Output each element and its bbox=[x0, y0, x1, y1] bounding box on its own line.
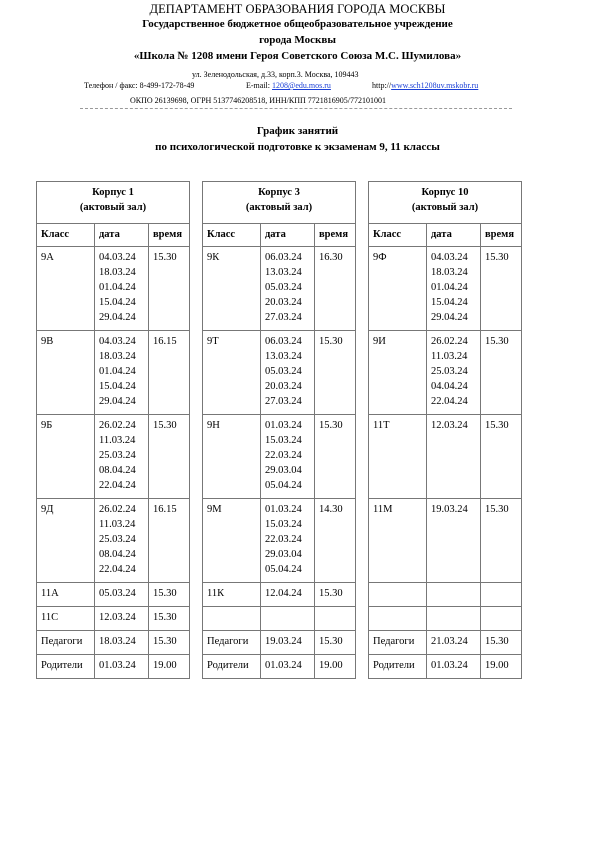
time-cell: 15.30 bbox=[315, 331, 356, 415]
class-cell: 9В bbox=[37, 331, 95, 415]
column-header-class: Класс bbox=[369, 224, 427, 247]
time-cell: 14.30 bbox=[315, 499, 356, 583]
schedule-table-1 bbox=[36, 181, 190, 679]
dates-cell bbox=[427, 607, 481, 631]
class-cell: 11М bbox=[369, 499, 427, 583]
class-cell: 9И bbox=[369, 331, 427, 415]
column-header-time: время bbox=[315, 224, 356, 247]
school-name: «Школа № 1208 имени Героя Советского Союза М.С. Шумилова» bbox=[133, 50, 462, 62]
header-divider bbox=[80, 108, 512, 109]
dates-cell: 18.03.24 bbox=[95, 631, 149, 655]
dates-cell: 26.02.24 11.03.24 25.03.24 04.04.24 22.04.24 bbox=[427, 331, 481, 415]
class-cell: Педагоги bbox=[37, 631, 95, 655]
dates-cell: 06.03.24 13.03.24 05.03.24 20.03.24 27.03.24 bbox=[261, 331, 315, 415]
class-cell: Педагоги bbox=[203, 631, 261, 655]
time-cell: 16.15 bbox=[149, 331, 190, 415]
building-name: Корпус 1 bbox=[92, 187, 134, 198]
table-row bbox=[369, 583, 522, 607]
class-cell: 9А bbox=[37, 247, 95, 331]
class-cell: 9Т bbox=[203, 331, 261, 415]
time-cell: 15.30 bbox=[481, 631, 522, 655]
table-row bbox=[203, 499, 356, 583]
website-block bbox=[372, 81, 478, 90]
table-row bbox=[37, 331, 190, 415]
building-caption bbox=[37, 182, 190, 224]
table-row bbox=[369, 631, 522, 655]
time-cell: 19.00 bbox=[149, 655, 190, 679]
building-name: Корпус 10 bbox=[421, 187, 469, 198]
time-cell: 15.30 bbox=[481, 247, 522, 331]
page-subtitle: по психологической подготовке к экзаменам 9, 11 классы bbox=[155, 141, 440, 153]
email-label: E-mail: bbox=[246, 81, 272, 90]
dates-cell: 04.03.24 18.03.24 01.04.24 15.04.24 29.04.24 bbox=[427, 247, 481, 331]
table-row bbox=[203, 583, 356, 607]
dates-cell bbox=[261, 607, 315, 631]
dates-cell: 12.03.24 bbox=[427, 415, 481, 499]
class-cell: 9Н bbox=[203, 415, 261, 499]
hall-name: (актовый зал) bbox=[79, 202, 147, 213]
time-cell: 15.30 bbox=[149, 583, 190, 607]
contacts-line bbox=[84, 81, 479, 90]
time-cell: 15.30 bbox=[481, 415, 522, 499]
table-row bbox=[37, 655, 190, 679]
class-cell bbox=[369, 583, 427, 607]
dates-cell: 26.02.24 11.03.24 25.03.24 08.04.24 22.04.24 bbox=[95, 499, 149, 583]
class-cell: 11Т bbox=[369, 415, 427, 499]
table-row bbox=[369, 655, 522, 679]
time-cell: 15.30 bbox=[149, 247, 190, 331]
time-cell bbox=[481, 583, 522, 607]
time-cell: 15.30 bbox=[315, 631, 356, 655]
table-row bbox=[37, 415, 190, 499]
class-cell: Родители bbox=[37, 655, 95, 679]
column-header-time: время bbox=[149, 224, 190, 247]
class-cell: 9М bbox=[203, 499, 261, 583]
dates-cell: 12.04.24 bbox=[261, 583, 315, 607]
dates-cell: 19.03.24 bbox=[261, 631, 315, 655]
column-header-date: дата bbox=[427, 224, 481, 247]
school-address: ул. Зеленодольская, д.33, корп.3. Москва, 109443 bbox=[192, 70, 359, 79]
schedule-table-3 bbox=[368, 181, 522, 679]
building-caption bbox=[203, 182, 356, 224]
table-row bbox=[37, 607, 190, 631]
class-cell: Родители bbox=[369, 655, 427, 679]
table-row bbox=[37, 247, 190, 331]
time-cell: 16.15 bbox=[149, 499, 190, 583]
org-line-2: города Москвы bbox=[259, 34, 336, 46]
time-cell: 16.30 bbox=[315, 247, 356, 331]
dates-cell bbox=[427, 583, 481, 607]
building-caption bbox=[369, 182, 522, 224]
time-cell: 15.30 bbox=[315, 415, 356, 499]
time-cell bbox=[315, 607, 356, 631]
class-cell: 9Б bbox=[37, 415, 95, 499]
time-cell bbox=[481, 607, 522, 631]
time-cell: 19.00 bbox=[315, 655, 356, 679]
class-cell bbox=[203, 607, 261, 631]
dates-cell: 01.03.24 bbox=[427, 655, 481, 679]
column-header-date: дата bbox=[261, 224, 315, 247]
dates-cell: 19.03.24 bbox=[427, 499, 481, 583]
department-name: ДЕПАРТАМЕНТ ОБРАЗОВАНИЯ ГОРОДА МОСКВЫ bbox=[149, 2, 446, 16]
website-link[interactable]: www.sch1208uv.mskobr.ru bbox=[391, 81, 479, 90]
dates-cell: 05.03.24 bbox=[95, 583, 149, 607]
schedule-table-2 bbox=[202, 181, 356, 679]
dates-cell: 01.03.24 bbox=[95, 655, 149, 679]
page-title: График занятий bbox=[256, 125, 339, 137]
dates-cell: 04.03.24 18.03.24 01.04.24 15.04.24 29.04.24 bbox=[95, 247, 149, 331]
phone-fax: Телефон / факс: 8-499-172-78-49 bbox=[84, 81, 195, 90]
table-row bbox=[369, 415, 522, 499]
table-row bbox=[203, 331, 356, 415]
table-row bbox=[37, 631, 190, 655]
class-cell: 11А bbox=[37, 583, 95, 607]
table-row bbox=[203, 631, 356, 655]
dates-cell: 04.03.24 18.03.24 01.04.24 15.04.24 29.04.24 bbox=[95, 331, 149, 415]
hall-name: (актовый зал) bbox=[411, 202, 479, 213]
table-row bbox=[369, 247, 522, 331]
column-header-class: Класс bbox=[37, 224, 95, 247]
table-row bbox=[203, 607, 356, 631]
table-row bbox=[37, 583, 190, 607]
hall-name: (актовый зал) bbox=[245, 202, 313, 213]
time-cell: 15.30 bbox=[481, 499, 522, 583]
table-row bbox=[203, 247, 356, 331]
building-name: Корпус 3 bbox=[258, 187, 300, 198]
column-header-time: время bbox=[481, 224, 522, 247]
table-row bbox=[203, 415, 356, 499]
class-cell: 11С bbox=[37, 607, 95, 631]
org-line-1: Государственное бюджетное общеобразовательное учреждение bbox=[142, 18, 453, 30]
class-cell: Родители bbox=[203, 655, 261, 679]
dates-cell: 06.03.24 13.03.24 05.03.24 20.03.24 27.03.24 bbox=[261, 247, 315, 331]
dates-cell: 01.03.24 bbox=[261, 655, 315, 679]
table-row bbox=[203, 655, 356, 679]
dates-cell: 21.03.24 bbox=[427, 631, 481, 655]
time-cell: 15.30 bbox=[149, 607, 190, 631]
class-cell: 9Д bbox=[37, 499, 95, 583]
dates-cell: 26.02.24 11.03.24 25.03.24 08.04.24 22.04.24 bbox=[95, 415, 149, 499]
dates-cell: 01.03.24 15.03.24 22.03.24 29.03.04 05.04.24 bbox=[261, 415, 315, 499]
registration-codes: ОКПО 26139698, ОГРН 5137746208518, ИНН/КПП 7721816905/772101001 bbox=[130, 96, 386, 105]
column-header-date: дата bbox=[95, 224, 149, 247]
table-row bbox=[369, 607, 522, 631]
class-cell: 11К bbox=[203, 583, 261, 607]
email-block bbox=[246, 81, 331, 90]
email-link[interactable]: 1208@edu.mos.ru bbox=[272, 81, 331, 90]
table-row bbox=[37, 499, 190, 583]
class-cell: Педагоги bbox=[369, 631, 427, 655]
time-cell: 15.30 bbox=[315, 583, 356, 607]
dates-cell: 01.03.24 15.03.24 22.03.24 29.03.04 05.04.24 bbox=[261, 499, 315, 583]
time-cell: 15.30 bbox=[149, 415, 190, 499]
website-label: http:// bbox=[372, 81, 392, 90]
time-cell: 15.30 bbox=[149, 631, 190, 655]
time-cell: 19.00 bbox=[481, 655, 522, 679]
table-row bbox=[369, 499, 522, 583]
column-header-class: Класс bbox=[203, 224, 261, 247]
dates-cell: 12.03.24 bbox=[95, 607, 149, 631]
class-cell: 9К bbox=[203, 247, 261, 331]
table-row bbox=[369, 331, 522, 415]
class-cell bbox=[369, 607, 427, 631]
time-cell: 15.30 bbox=[481, 331, 522, 415]
class-cell: 9Ф bbox=[369, 247, 427, 331]
